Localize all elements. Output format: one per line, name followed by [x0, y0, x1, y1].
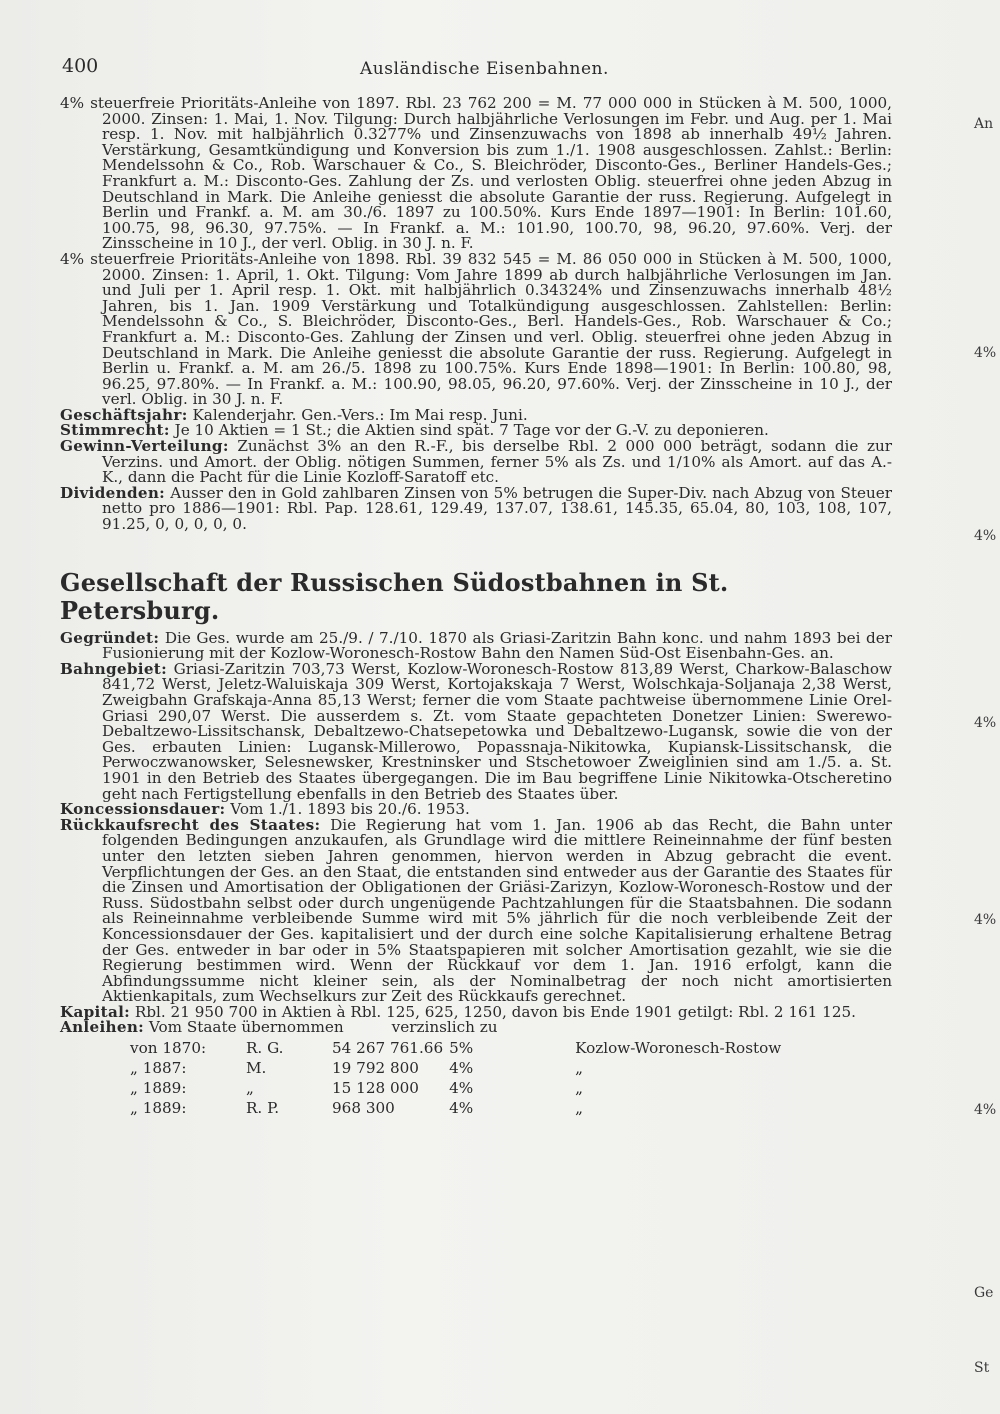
- loan-year-cell: von 1870:: [130, 1039, 207, 1058]
- section-title: Gesellschaft der Russischen Südostbahnen in St. Petersburg.: [60, 567, 729, 625]
- table-row: [60, 1058, 831, 1078]
- dividenden-entry: [60, 483, 892, 534]
- loan-line-cell: Kozlow-Woronesch-Rostow: [575, 1039, 782, 1058]
- rueckkauf-text: Die Regierung hat vom 1. Jan. 1906 ab das Recht, die Bahn unter folgenden Bedingungen anzukaufen, als Grundlage wird die mittlere Reineinnahme der fünf besten unter den letzten sieben Jahren genommen, hiervon werden in Abzug gebracht die event. Verpflichtungen der Ges. an den Staat, die entstanden sind entweder aus der Garantie des Staates für die Zinsen und Amortisation der Obligationen der Griäsi-Zarizyn, Kozlow-Woronesch-Rostow und der Russ. Südostbahn selbst oder durch ungenügende Pachtzahlungen für die Staatsbahnen. Die sodann als Reineinnahme verbleibende Summe wird mit 5% jährlich für die noch verbleibende Zeit der Koncessionsdauer der Ges. kapitalisiert und der durch eine solche Kapitalisierung erhaltene Betrag der Ges. entweder in bar oder in 5% Staatspapieren mit solcher Amortisation gezahlt, wie sie die Regierung bestimmen wird. Wenn der Rückkauf vor dem 1. Jan. 1916 erfolgt, kann die Abfindungssumme nicht kleiner sein, als der Nominalbetrag der noch nicht amortisierten Aktienkapitals, zum Wechselkurs zur Zeit des Rückkaufs gerechnet.: [102, 815, 893, 1006]
- anleihen-entry: [60, 1020, 892, 1036]
- page-number: 400: [62, 55, 99, 77]
- table-row: [60, 1098, 831, 1118]
- margin-fragment: 4%: [974, 1102, 997, 1118]
- loan-rate-cell: 5%: [449, 1039, 474, 1058]
- right-margin-fragments: [974, 0, 1000, 1414]
- loan-rate-cell: 4%: [449, 1099, 474, 1118]
- loan-amount-cell: 19 792 800: [332, 1059, 419, 1078]
- loan-amount-cell: 15 128 000: [332, 1079, 419, 1098]
- loan-rate-cell: 4%: [449, 1059, 474, 1078]
- anleihen-table: [60, 1038, 831, 1118]
- geschaeftsjahr-label: Geschäftsjahr:: [60, 405, 188, 424]
- stimmrecht-label: Stimmrecht:: [60, 421, 170, 440]
- loan-cur-cell: R. P.: [246, 1099, 280, 1118]
- loan-1897-paragraph: 4% steuerfreie Prioritäts-Anleihe von 1897. Rbl. 23 762 200 = M. 77 000 000 in Stücken à M. 500, 1000, 2000. Zinsen: 1. Mai, 1. Nov. Tilgung: Durch halbjährliche Verlosungen im Febr. und Aug. per 1. Mai resp. 1. Nov. mit halbjährlich 0.3277% und Zinsenzuwachs von 1898 ab innerhalb 49½ Jahren. Verstärkung, Gesamtkündigung und Konversion bis zum 1./1. 1908 ausgeschlossen. Zahlst.: Berlin: Mendelssohn & Co., Rob. Warschauer & Co., S. Bleichröder, Disconto-Ges., Berliner Handels-Ges.; Frankfurt a. M.: Disconto-Ges. Zahlung der Zs. und verlosten Oblig. steuerfrei ohne jeden Abzug in Deutschland in Mark. Die Anleihe geniesst die absolute Garantie der russ. Regierung. Aufgelegt in Berlin und Frankf. a. M. am 30./6. 1897 zu 100.50%. Kurs Ende 1897—1901: In Berlin: 101.60, 100.75, 98, 96.30, 97.75%. — In Frankf. a. M.: 101.90, 100.70, 98, 96.20, 97.60%. Verj. der Zinsscheine in 10 J., der verl. Oblig. in 30 J. n. F.: [60, 94, 892, 253]
- loan-cur-cell: M.: [246, 1059, 267, 1078]
- loan-cur-cell: „: [246, 1079, 254, 1098]
- table-row: [60, 1078, 831, 1098]
- kapital-text: Rbl. 21 950 700 in Aktien à Rbl. 125, 625, 1250, davon bis Ende 1901 getilgt: Rbl. 2 161 125.: [134, 1002, 856, 1021]
- dividenden-text: Ausser den in Gold zahlbaren Zinsen von 5% betrugen die Super-Div. nach Abzug von Steuer netto pro 1886—1901: Rbl. Pap. 128.61, 129.49, 137.07, 138.61, 145.35, 65.04, 80, 103, 108, 107, 91.25, 0, 0, 0, 0, 0.: [102, 483, 892, 534]
- bahngebiet-text: Griasi-Zaritzin 703,73 Werst, Kozlow-Woronesch-Rostow 813,89 Werst, Charkow-Balaschow 841,72 Werst, Jeletz-Waluiskaja 309 Werst, Kortojakskaja 7 Werst, Wolschkaja-Soljanaja 2,38 Werst, Zweigbahn Grafskaja-Anna 85,13 Werst; ferner die vom Staate pachtweise übernommene Linie Orel-Griasi 290,07 Werst. Die ausserdem s. Zt. vom Staate gepachteten Donetzer Linien: Swerewo-Debaltzewo-Lissitschansk, Debaltzewo-Chatsepetowka und Debaltzewo-Lugansk, sowie die von der Ges. erbauten Linien: Lugansk-Millerowo, Popassnaja-Nikitowka, Kupiansk-Lissitschansk, die Perwoczwanowsker, Selesnewsker, Krestninsker und Stschetowoer Zweiglinien sind am 1./5. a. St. 1901 in den Betrieb des Staates übergegangen. Die im Bau begriffene Linie Nikitowka-Otscheretino geht nach Fertigstellung ebenfalls in den Betrieb des Staates über.: [102, 659, 893, 803]
- table-row: [60, 1038, 831, 1058]
- gewinn-text: Zunächst 3% an den R.-F., bis derselbe Rbl. 2 000 000 beträgt, sodann die zur Verzins. und Amort. der Oblig. nötigen Summen, ferner 5% als Zs. und 1/10% als Amort. auf das A.-K., dann die Pacht für die Linie Kozloff-Saratoff etc.: [102, 437, 892, 487]
- margin-fragment: St: [974, 1360, 990, 1376]
- loan-year-cell: „ 1889:: [130, 1099, 187, 1118]
- bahngebiet-label: Bahngebiet:: [60, 659, 168, 678]
- margin-fragment: An: [974, 116, 994, 132]
- dividenden-label: Dividenden:: [60, 483, 166, 502]
- loan-line-cell: „: [575, 1059, 583, 1078]
- konzession-text: Vom 1./1. 1893 bis 20./6. 1953.: [230, 800, 470, 819]
- gewinn-label: Gewinn-Verteilung:: [60, 437, 229, 456]
- gegruendet-entry: [60, 628, 892, 663]
- anleihen-intro: Vom Staate übernommen: [148, 1018, 344, 1037]
- loan-amount-cell: 968 300: [332, 1099, 395, 1118]
- stimmrecht-text: Je 10 Aktien = 1 St.; die Aktien sind spät. 7 Tage vor der G.-V. zu deponieren.: [174, 421, 769, 440]
- loan-line-cell: „: [575, 1079, 583, 1098]
- loan-line-cell: „: [575, 1099, 583, 1118]
- margin-fragment: 4%: [974, 715, 997, 731]
- margin-fragment: Ge: [974, 1285, 994, 1301]
- rueckkauf-label: Rückkaufsrecht des Staates:: [60, 815, 321, 834]
- gegruendet-text: Die Ges. wurde am 25./9. / 7./10. 1870 als Griasi-Zaritzin Bahn konc. und nahm 1893 bei der Fusionierung mit der Kozlow-Woronesch-Rostow Bahn den Namen Süd-Ost Eisenbahn-Ges. an.: [102, 628, 892, 663]
- loan-amount-cell: 54 267 761.66: [332, 1039, 444, 1058]
- bahngebiet-entry: [60, 659, 893, 803]
- loan-rate-cell: 4%: [449, 1079, 474, 1098]
- body-text: [60, 96, 892, 1118]
- kapital-label: Kapital:: [60, 1002, 131, 1021]
- margin-fragment: 4%: [974, 528, 997, 544]
- rueckkauf-entry: [60, 815, 893, 1006]
- konzession-label: Koncessionsdauer:: [60, 800, 226, 819]
- anleihen-label: Anleihen:: [60, 1018, 145, 1037]
- page-header: [62, 55, 622, 85]
- loan-1898-paragraph: 4% steuerfreie Prioritäts-Anleihe von 1898. Rbl. 39 832 545 = M. 86 050 000 in Stücken à M. 500, 1000, 2000. Zinsen: 1. April, 1. Okt. Tilgung: Vom Jahre 1899 ab durch halbjährliche Verlosungen im Jan. und Juli per 1. April resp. 1. Okt. mit halbjährlich 0.34324% und Zinsenzuwachs innerhalb 48½ Jahren, bis 1. Jan. 1909 Verstärkung und Totalkündigung ausgeschlossen. Zahlstellen: Berlin: Mendelssohn & Co., S. Bleichröder, Disconto-Ges., Berl. Handels-Ges., Rob. Warschauer & Co.; Frankfurt a. M.: Disconto-Ges. Zahlung der Zinsen und verl. Oblig. steuerfrei ohne jeden Abzug in Deutschland in Mark. Die Anleihe geniesst die absolute Garantie der russ. Regierung. Aufgelegt in Berlin u. Frankf. a. M. am 26./5. 1898 zu 100.75%. Kurs Ende 1898—1901: In Berlin: 100.80, 98, 96.25, 97.80%. — In Frankf. a. M.: 100.90, 98.05, 96.20, 97.60%. Verj. der Zinsscheine in 10 J., der verl. Oblig. in 30 J. n. F.: [60, 249, 892, 409]
- loan-year-cell: „ 1887:: [130, 1059, 187, 1078]
- loan-year-cell: „ 1889:: [130, 1079, 187, 1098]
- loan-cur-cell: R. G.: [246, 1039, 284, 1058]
- margin-fragment: 4%: [974, 345, 997, 361]
- gewinn-entry: [60, 439, 892, 486]
- anleihen-col-header: verzinslich zu: [391, 1018, 498, 1037]
- geschaeftsjahr-text: Kalenderjahr. Gen.-Vers.: Im Mai resp. Juni.: [192, 405, 528, 424]
- margin-fragment: 4%: [974, 912, 997, 928]
- running-title: Ausländische Eisenbahnen.: [360, 59, 609, 79]
- gegruendet-label: Gegründet:: [60, 628, 160, 647]
